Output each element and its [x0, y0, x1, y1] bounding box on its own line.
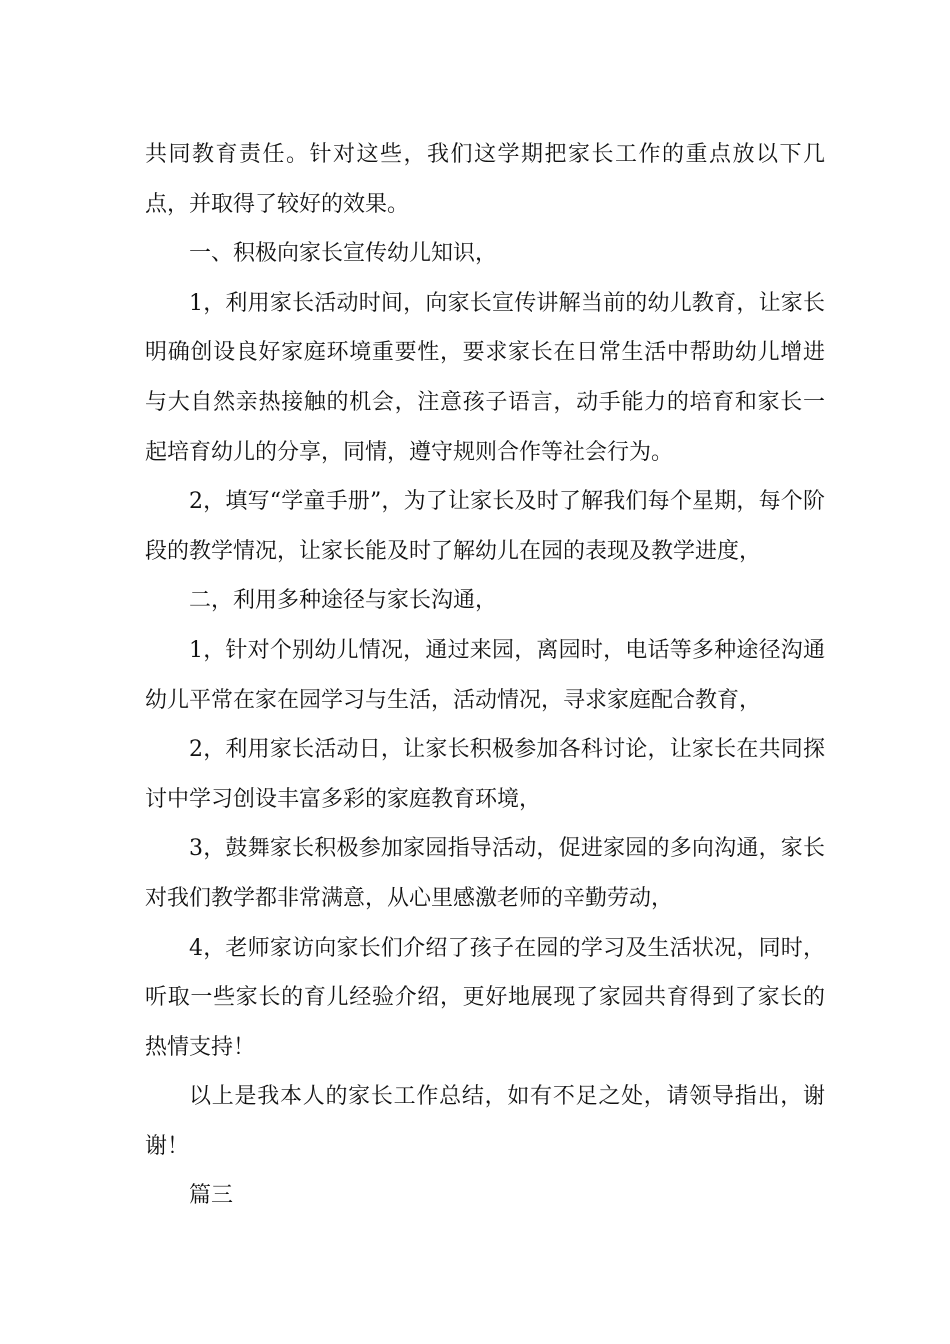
document-body: [145, 130, 825, 1221]
paragraph-item-2-1: 1，针对个别幼儿情况，通过来园，离园时，电话等多种途径沟通幼儿平常在家在园学习与生活，活动情况，寻求家庭配合教育，: [145, 637, 825, 713]
paragraph-item-1-2: 2，填写“学童手册”，为了让家长及时了解我们每个星期，每个阶段的教学情况，让家长能及时了解幼儿在园的表现及教学进度，: [145, 489, 825, 564]
paragraph-item-1-1: 1，利用家长活动时间，向家长宣传讲解当前的幼儿教育，让家长明确创设良好家庭环境重要性，要求家长在日常生活中帮助幼儿增进与大自然亲热接触的机会，注意孩子语言，动手能力的培育和家长一起培育幼儿的分享，同情，遵守规则合作等社会行为。: [145, 290, 825, 465]
section-heading-2: 二，利用多种途径与家长沟通，: [189, 588, 498, 614]
paragraph-item-2-3: 3，鼓舞家长积极参加家园指导活动，促进家园的多向沟通，家长对我们教学都非常满意，从心里感激老师的辛勤劳动，: [145, 836, 825, 911]
paragraph-continuation: 共同教育责任。针对这些，我们这学期把家长工作的重点放以下几点，并取得了较好的效果。: [145, 142, 825, 217]
paragraph-item-2-2: 2，利用家长活动日，让家长积极参加各科讨论，让家长在共同探讨中学习创设丰富多彩的家庭教育环境，: [145, 737, 825, 812]
section-heading-1: 一、积极向家长宣传幼儿知识，: [189, 241, 498, 267]
closing-paragraph: 以上是我本人的家长工作总结，如有不足之处，请领导指出，谢谢！: [145, 1084, 825, 1159]
section-title-part-three: 篇三: [189, 1183, 234, 1209]
paragraph-item-2-4: 4，老师家访向家长们介绍了孩子在园的学习及生活状况，同时，听取一些家长的育儿经验介绍，更好地展现了家园共育得到了家长的热情支持！: [145, 935, 825, 1060]
